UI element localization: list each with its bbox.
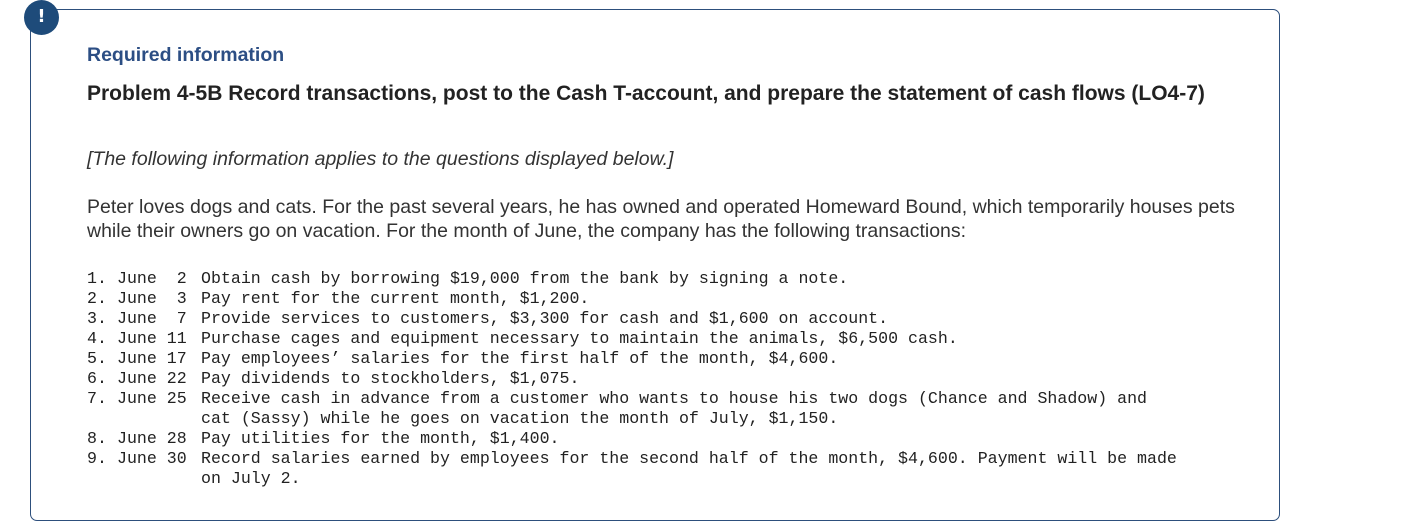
transaction-description: Purchase cages and equipment necessary to maintain the animals, $6,500 cash. (201, 329, 958, 348)
transaction-date: June 11 (117, 329, 187, 348)
problem-intro: Peter loves dogs and cats. For the past several years, he has owned and operated Homeward Bound, which temporarily houses pets while their owners go on vacation. For the month of June, the company has the following transactions: (87, 196, 1235, 242)
transaction-item (87, 429, 1177, 449)
transaction-date: June 2 (117, 269, 187, 288)
transaction-item (87, 389, 1177, 429)
transaction-description: Obtain cash by borrowing $19,000 from the bank by signing a note. (201, 269, 849, 288)
transaction-date: June 7 (117, 309, 187, 328)
transaction-date: June 3 (117, 289, 187, 308)
transaction-description: Pay rent for the current month, $1,200. (201, 289, 590, 308)
transaction-date: June 28 (117, 429, 187, 448)
applies-note: [The following information applies to the questions displayed below.] (87, 148, 674, 170)
transaction-item (87, 329, 1177, 349)
transaction-description: Provide services to customers, $3,300 for cash and $1,600 on account. (201, 309, 889, 328)
transaction-description: Pay utilities for the month, $1,400. (201, 429, 560, 448)
transaction-number: 5. (87, 349, 107, 368)
transaction-date: June 25 (117, 389, 187, 408)
transaction-number: 3. (87, 309, 107, 328)
transaction-number: 9. (87, 449, 107, 468)
transaction-description: Record salaries earned by employees for the second half of the month, $4,600. Payment will be made on July 2. (201, 449, 1177, 488)
transaction-number: 1. (87, 269, 107, 288)
transaction-description: Pay employees’ salaries for the first half of the month, $4,600. (201, 349, 839, 368)
transaction-description: Pay dividends to stockholders, $1,075. (201, 369, 580, 388)
transaction-item (87, 309, 1177, 329)
transaction-item (87, 269, 1177, 289)
transaction-number: 7. (87, 389, 107, 408)
transaction-item (87, 349, 1177, 369)
transaction-number: 2. (87, 289, 107, 308)
transaction-number: 6. (87, 369, 107, 388)
transaction-item (87, 369, 1177, 389)
transaction-item (87, 449, 1177, 489)
transaction-item (87, 289, 1177, 309)
section-title: Required information (87, 44, 285, 66)
transaction-number: 4. (87, 329, 107, 348)
alert-icon: ! (24, 0, 59, 35)
transaction-list (87, 269, 1177, 489)
transaction-date: June 30 (117, 449, 187, 468)
transaction-date: June 22 (117, 369, 187, 388)
transaction-number: 8. (87, 429, 107, 448)
transaction-description: Receive cash in advance from a customer who wants to house his two dogs (Chance and Shadow) and cat (Sassy) while he goes on vacation the month of July, $1,150. (201, 389, 1147, 428)
problem-title: Problem 4-5B Record transactions, post to the Cash T-account, and prepare the statement of cash flows (LO4-7) (87, 82, 1205, 105)
transaction-date: June 17 (117, 349, 187, 368)
